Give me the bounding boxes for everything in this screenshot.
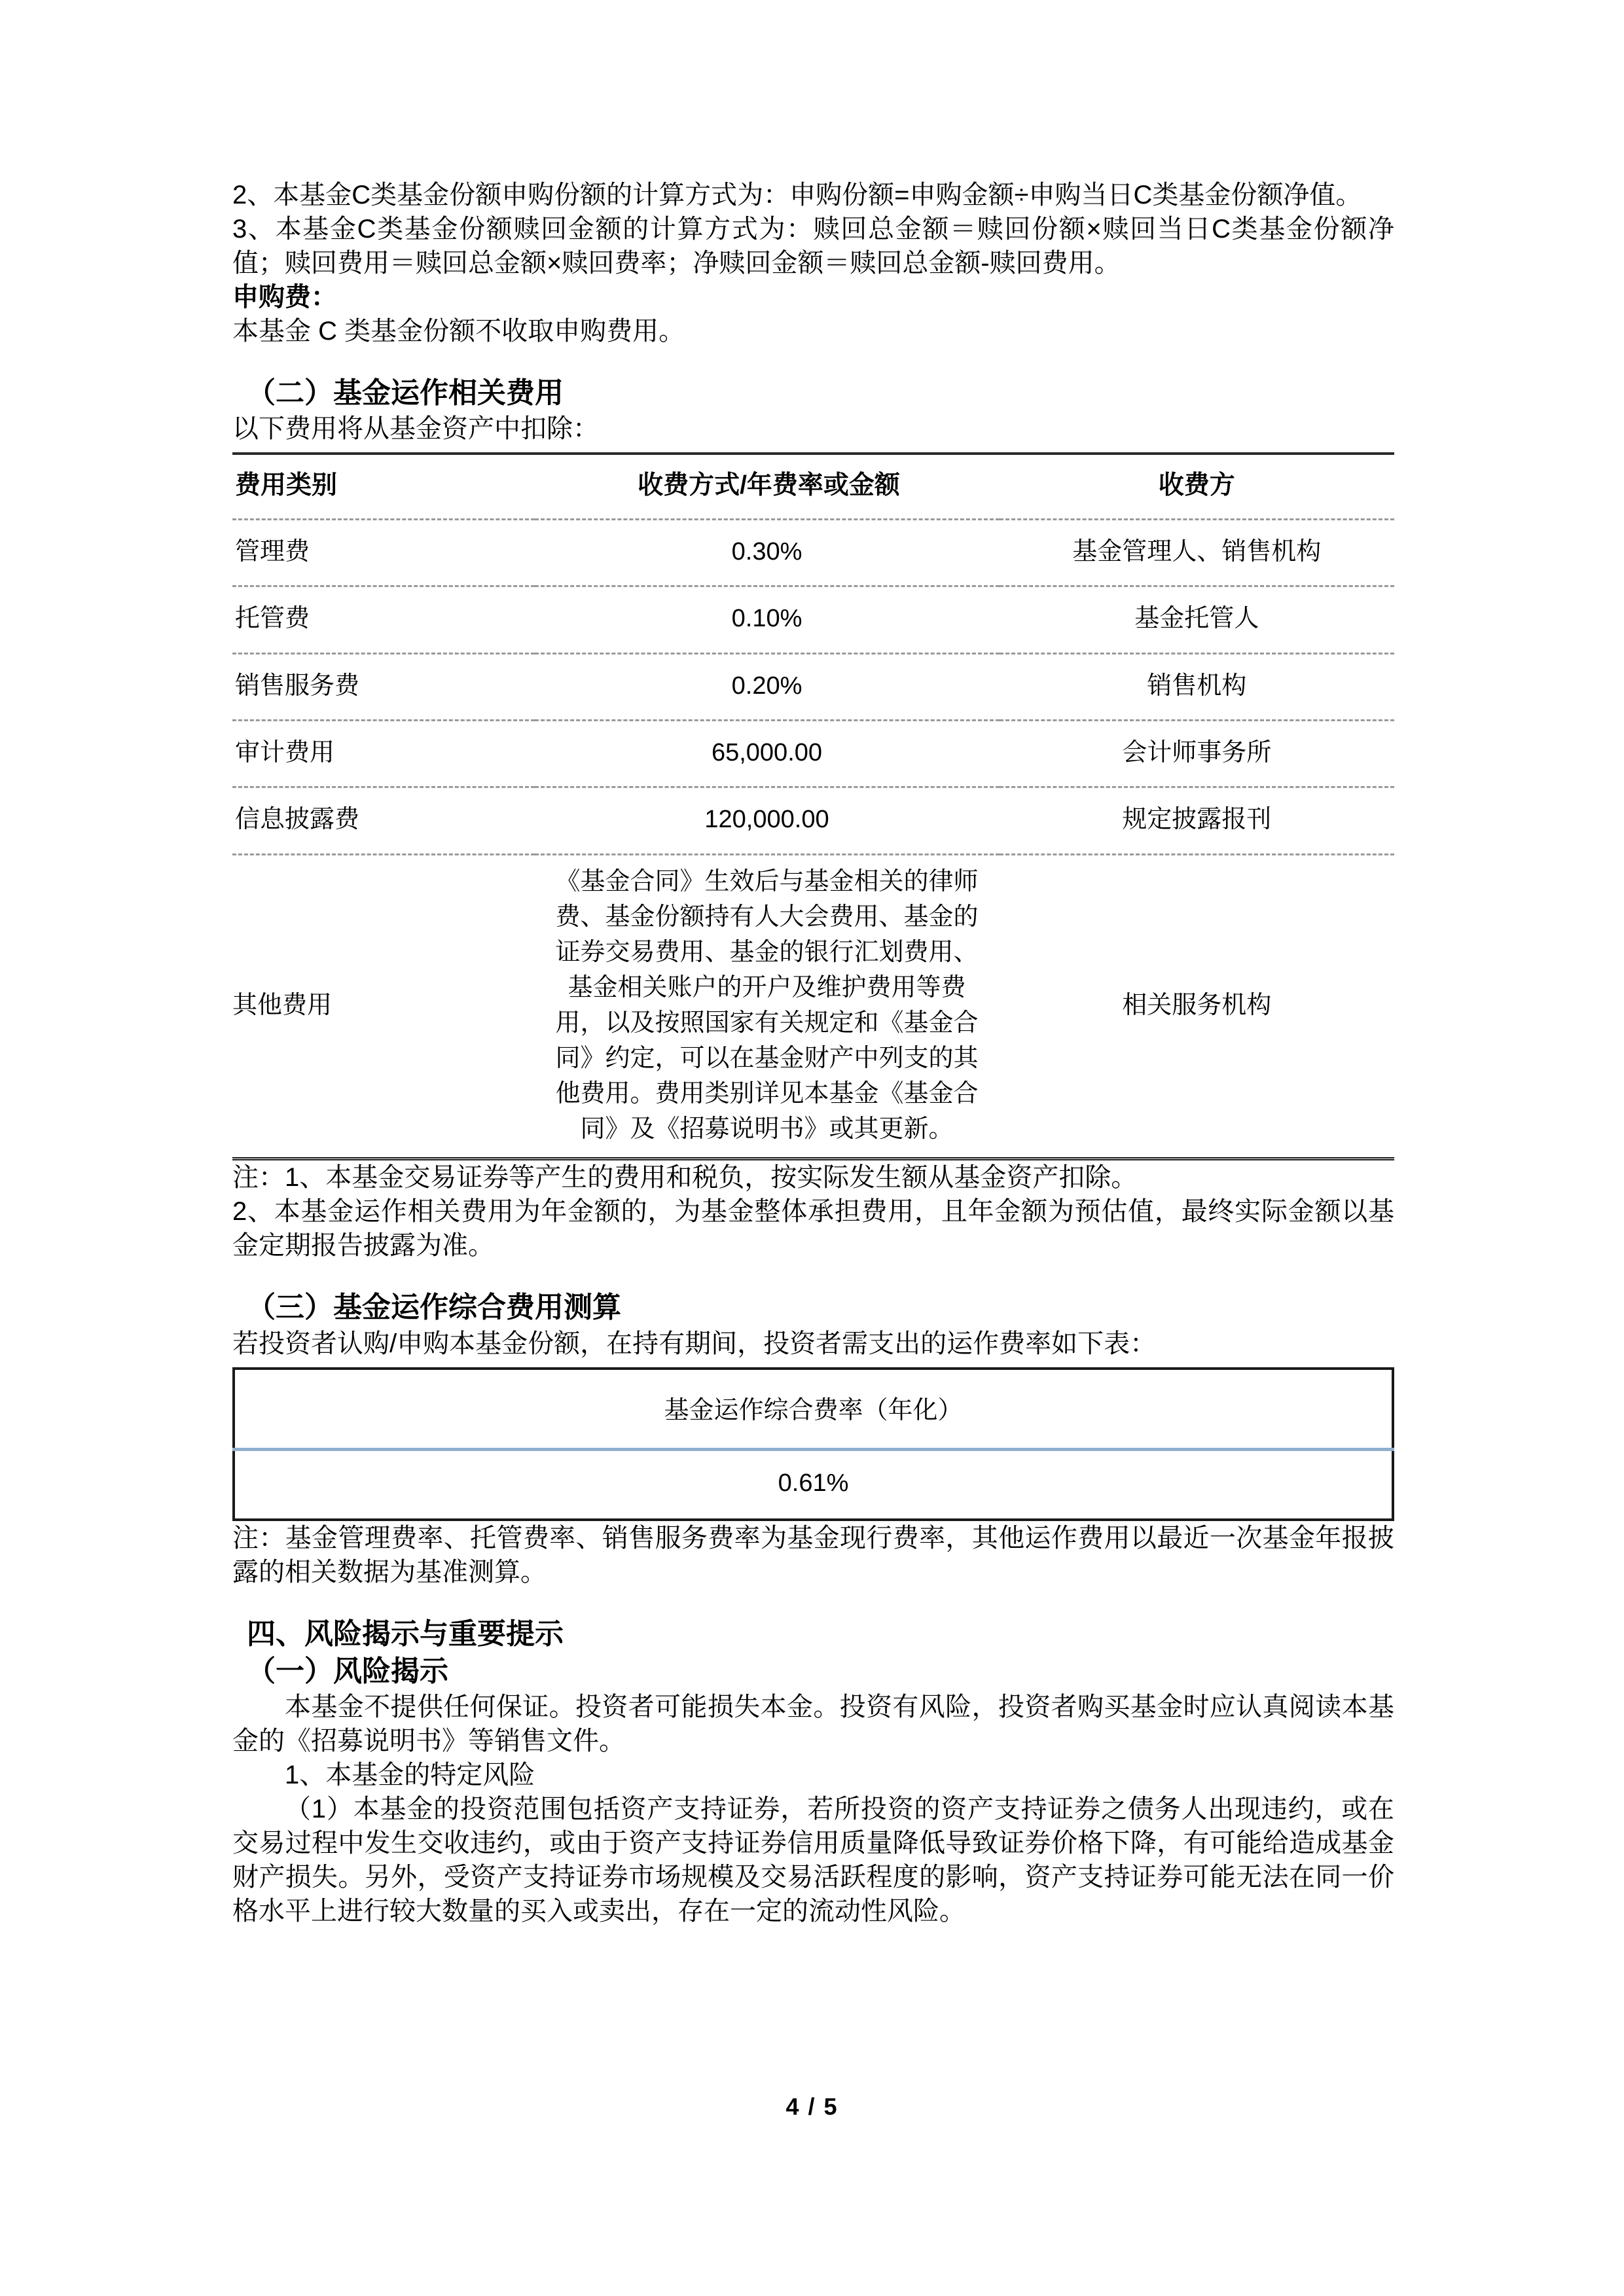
fee-payee: 会计师事务所: [1000, 721, 1395, 787]
fee-category: 其他费用: [232, 854, 535, 1159]
table-header-row: [232, 454, 1394, 519]
fee-payee: 基金管理人、销售机构: [1000, 519, 1395, 586]
rate-table-note: 注：基金管理费率、托管费率、销售服务费率为基金现行费率，其他运作费用以最近一次基金年报披露的相关数据为基准测算。: [232, 1523, 1394, 1587]
fee-table-note-1: 注：1、本基金交易证券等产生的费用和税负，按实际发生额从基金资产扣除。: [232, 1163, 1138, 1193]
fee-category: 信息披露费: [232, 787, 535, 854]
column-header-rate: 收费方式/年费率或金额: [535, 454, 1000, 519]
fee-rate: 65,000.00: [535, 721, 1000, 787]
fee-category: 管理费: [232, 519, 535, 586]
fee-rate: 0.30%: [535, 519, 1000, 586]
specific-risk-item: 1、本基金的特定风险: [285, 1761, 535, 1790]
calc-rule-item-2: 2、本基金C类基金份额申购份额的计算方式为：申购份额=申购金额÷申购当日C类基金份额净值。: [232, 181, 1362, 209]
spacer: [232, 1589, 1394, 1615]
section-four-sub-heading: （一）风险揭示: [247, 1655, 448, 1687]
fund-operation-fee-table: [232, 452, 1394, 1160]
fee-table-note-2: 2、本基金运作相关费用为年金额的，为基金整体承担费用，且年金额为预估值，最终实际金额以基金定期报告披露为准。: [232, 1197, 1394, 1261]
fee-category: 销售服务费: [232, 653, 535, 720]
fee-rate: 120,000.00: [535, 787, 1000, 854]
table-row: [234, 1449, 1393, 1520]
fee-category: 托管费: [232, 586, 535, 653]
comprehensive-rate-value: 0.61%: [778, 1469, 849, 1497]
spacer: [232, 1361, 1394, 1367]
spacer: [232, 348, 1394, 374]
column-header-payee: 收费方: [1000, 454, 1395, 519]
calc-rule-item-3: 3、本基金C类基金份额赎回金额的计算方式为：赎回总金额＝赎回份额×赎回当日C类基金份额净值；赎回费用＝赎回总金额×赎回费率；净赎回金额＝赎回总金额-赎回费用。: [232, 215, 1394, 278]
subscription-fee-text: 本基金 C 类基金份额不收取申购费用。: [232, 317, 685, 346]
table-row: [232, 653, 1394, 720]
section-four-heading: 四、风险揭示与重要提示: [247, 1617, 564, 1650]
fee-payee: 销售机构: [1000, 653, 1395, 720]
table-row: [232, 519, 1394, 586]
fee-rate: 0.10%: [535, 586, 1000, 653]
table-row: [232, 854, 1394, 1159]
column-header-category: 费用类别: [232, 454, 535, 519]
subscription-fee-heading: 申购费：: [232, 283, 337, 312]
fee-payee: 相关服务机构: [1000, 854, 1395, 1159]
fee-payee: 基金托管人: [1000, 586, 1395, 653]
page-content: [232, 178, 1394, 1928]
table-row: [232, 721, 1394, 787]
comprehensive-rate-table: [232, 1367, 1394, 1521]
fee-category: 审计费用: [232, 721, 535, 787]
section-two-lead: 以下费用将从基金资产中扣除：: [232, 414, 599, 444]
table-row: [232, 586, 1394, 653]
fee-rate: 0.20%: [535, 653, 1000, 720]
table-row: [232, 787, 1394, 854]
table-header-row: [234, 1369, 1393, 1450]
column-header-comprehensive-rate: 基金运作综合费率（年化）: [234, 1369, 1393, 1450]
fee-rate: 《基金合同》生效后与基金相关的律师费、基金份额持有人大会费用、基金的证券交易费用、基金的银行汇划费用、基金相关账户的开户及维护费用等费用，以及按照国家有关规定和《基金合同》约定，可以在基金财产中列支的其他费用。费用类别详见本基金《基金合同》及《招募说明书》或其更新。: [535, 854, 1000, 1159]
section-two-heading: （二）基金运作相关费用: [247, 377, 564, 409]
specific-risk-item-detail: （1）本基金的投资范围包括资产支持证券，若所投资的资产支持证券之债务人出现违约，或在交易过程中发生交收违约，或由于资产支持证券信用质量降低导致证券价格下降，有可能给造成基金财产损失。另外，受资产支持证券市场规模及交易活跃程度的影响，资产支持证券可能无法在同一价格水平上进行较大数量的买入或卖出，存在一定的流动性风险。: [232, 1795, 1394, 1926]
section-three-heading: （三）基金运作综合费用测算: [247, 1291, 621, 1324]
risk-disclosure-paragraph: 本基金不提供任何保证。投资者可能损失本金。投资有风险，投资者购买基金时应认真阅读本基金的《招募说明书》等销售文件。: [232, 1693, 1394, 1756]
fee-payee: 规定披露报刊: [1000, 787, 1395, 854]
spacer: [232, 1263, 1394, 1289]
section-three-lead: 若投资者认购/申购本基金份额，在持有期间，投资者需支出的运作费率如下表：: [232, 1329, 1157, 1358]
page-number: 4 / 5: [785, 2093, 839, 2120]
spacer: [232, 446, 1394, 452]
